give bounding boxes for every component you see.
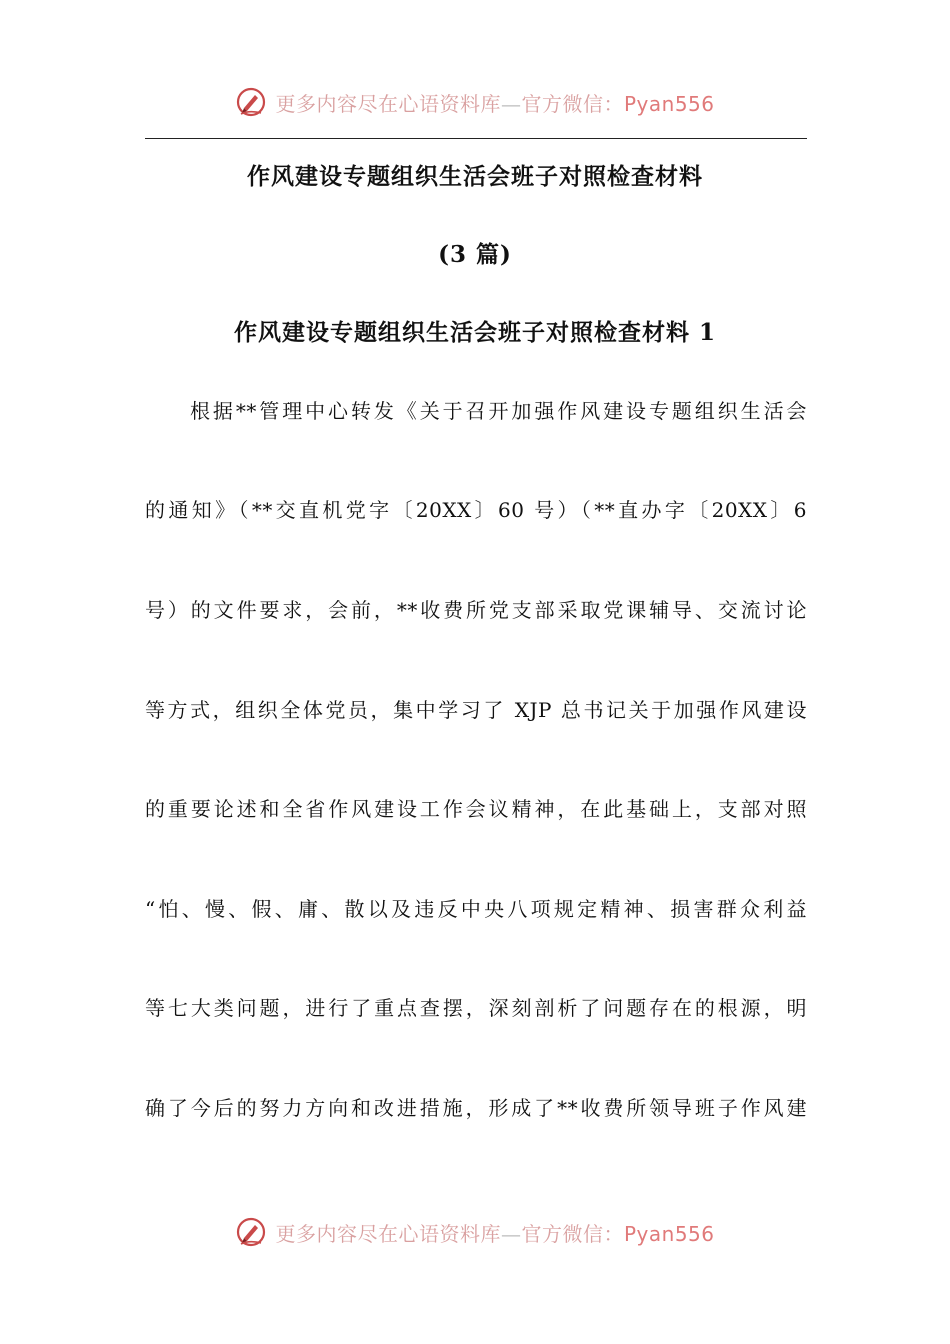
header-banner-text	[275, 88, 714, 117]
pen-circle-icon	[235, 86, 267, 118]
paragraph-line-4: 等方式，组织全体党员，集中学习了 XJP 总书记关于加强作风建设	[145, 698, 807, 722]
header-site-text: 更多内容尽在心语资料库	[275, 91, 501, 116]
footer-wechat-id: Pyan556	[623, 1221, 715, 1246]
footer-separator: —	[500, 1221, 522, 1246]
document-title: 作风建设专题组织生活会班子对照检查材料	[247, 163, 703, 190]
paragraph-line-3: 号）的文件要求，会前，**收费所党支部采取党课辅导、交流讨论	[145, 598, 807, 622]
footer-wechat-label: 官方微信：	[521, 1221, 624, 1246]
header-divider	[145, 138, 807, 139]
footer-banner-text	[275, 1218, 714, 1247]
document-count: (3 篇)	[438, 241, 512, 268]
paragraph-line-8: 确了今后的努力方向和改进措施，形成了**收费所领导班子作风建	[145, 1096, 807, 1120]
paragraph-line-6: “怕、慢、假、庸、散以及违反中央八项规定精神、损害群众利益	[145, 897, 807, 921]
footer-site-text: 更多内容尽在心语资料库	[275, 1221, 501, 1246]
pen-circle-icon	[235, 1216, 267, 1248]
paragraph-line-2: 的通知》（**交直机党字〔20XX〕60 号）（**直办字〔20XX〕6	[145, 498, 807, 522]
header-wechat-id: Pyan556	[623, 91, 715, 116]
header-banner	[0, 80, 950, 124]
paragraph-line-7: 等七大类问题，进行了重点查摆，深刻剖析了问题存在的根源，明	[145, 996, 807, 1020]
header-separator: —	[500, 91, 522, 116]
paragraph-line-5: 的重要论述和全省作风建设工作会议精神，在此基础上，支部对照	[145, 797, 807, 821]
section-subtitle: 作风建设专题组织生活会班子对照检查材料 1	[233, 319, 716, 346]
paragraph-line-1: 根据**管理中心转发《关于召开加强作风建设专题组织生活会	[190, 399, 807, 423]
footer-banner	[0, 1210, 950, 1254]
header-wechat-label: 官方微信：	[521, 91, 624, 116]
